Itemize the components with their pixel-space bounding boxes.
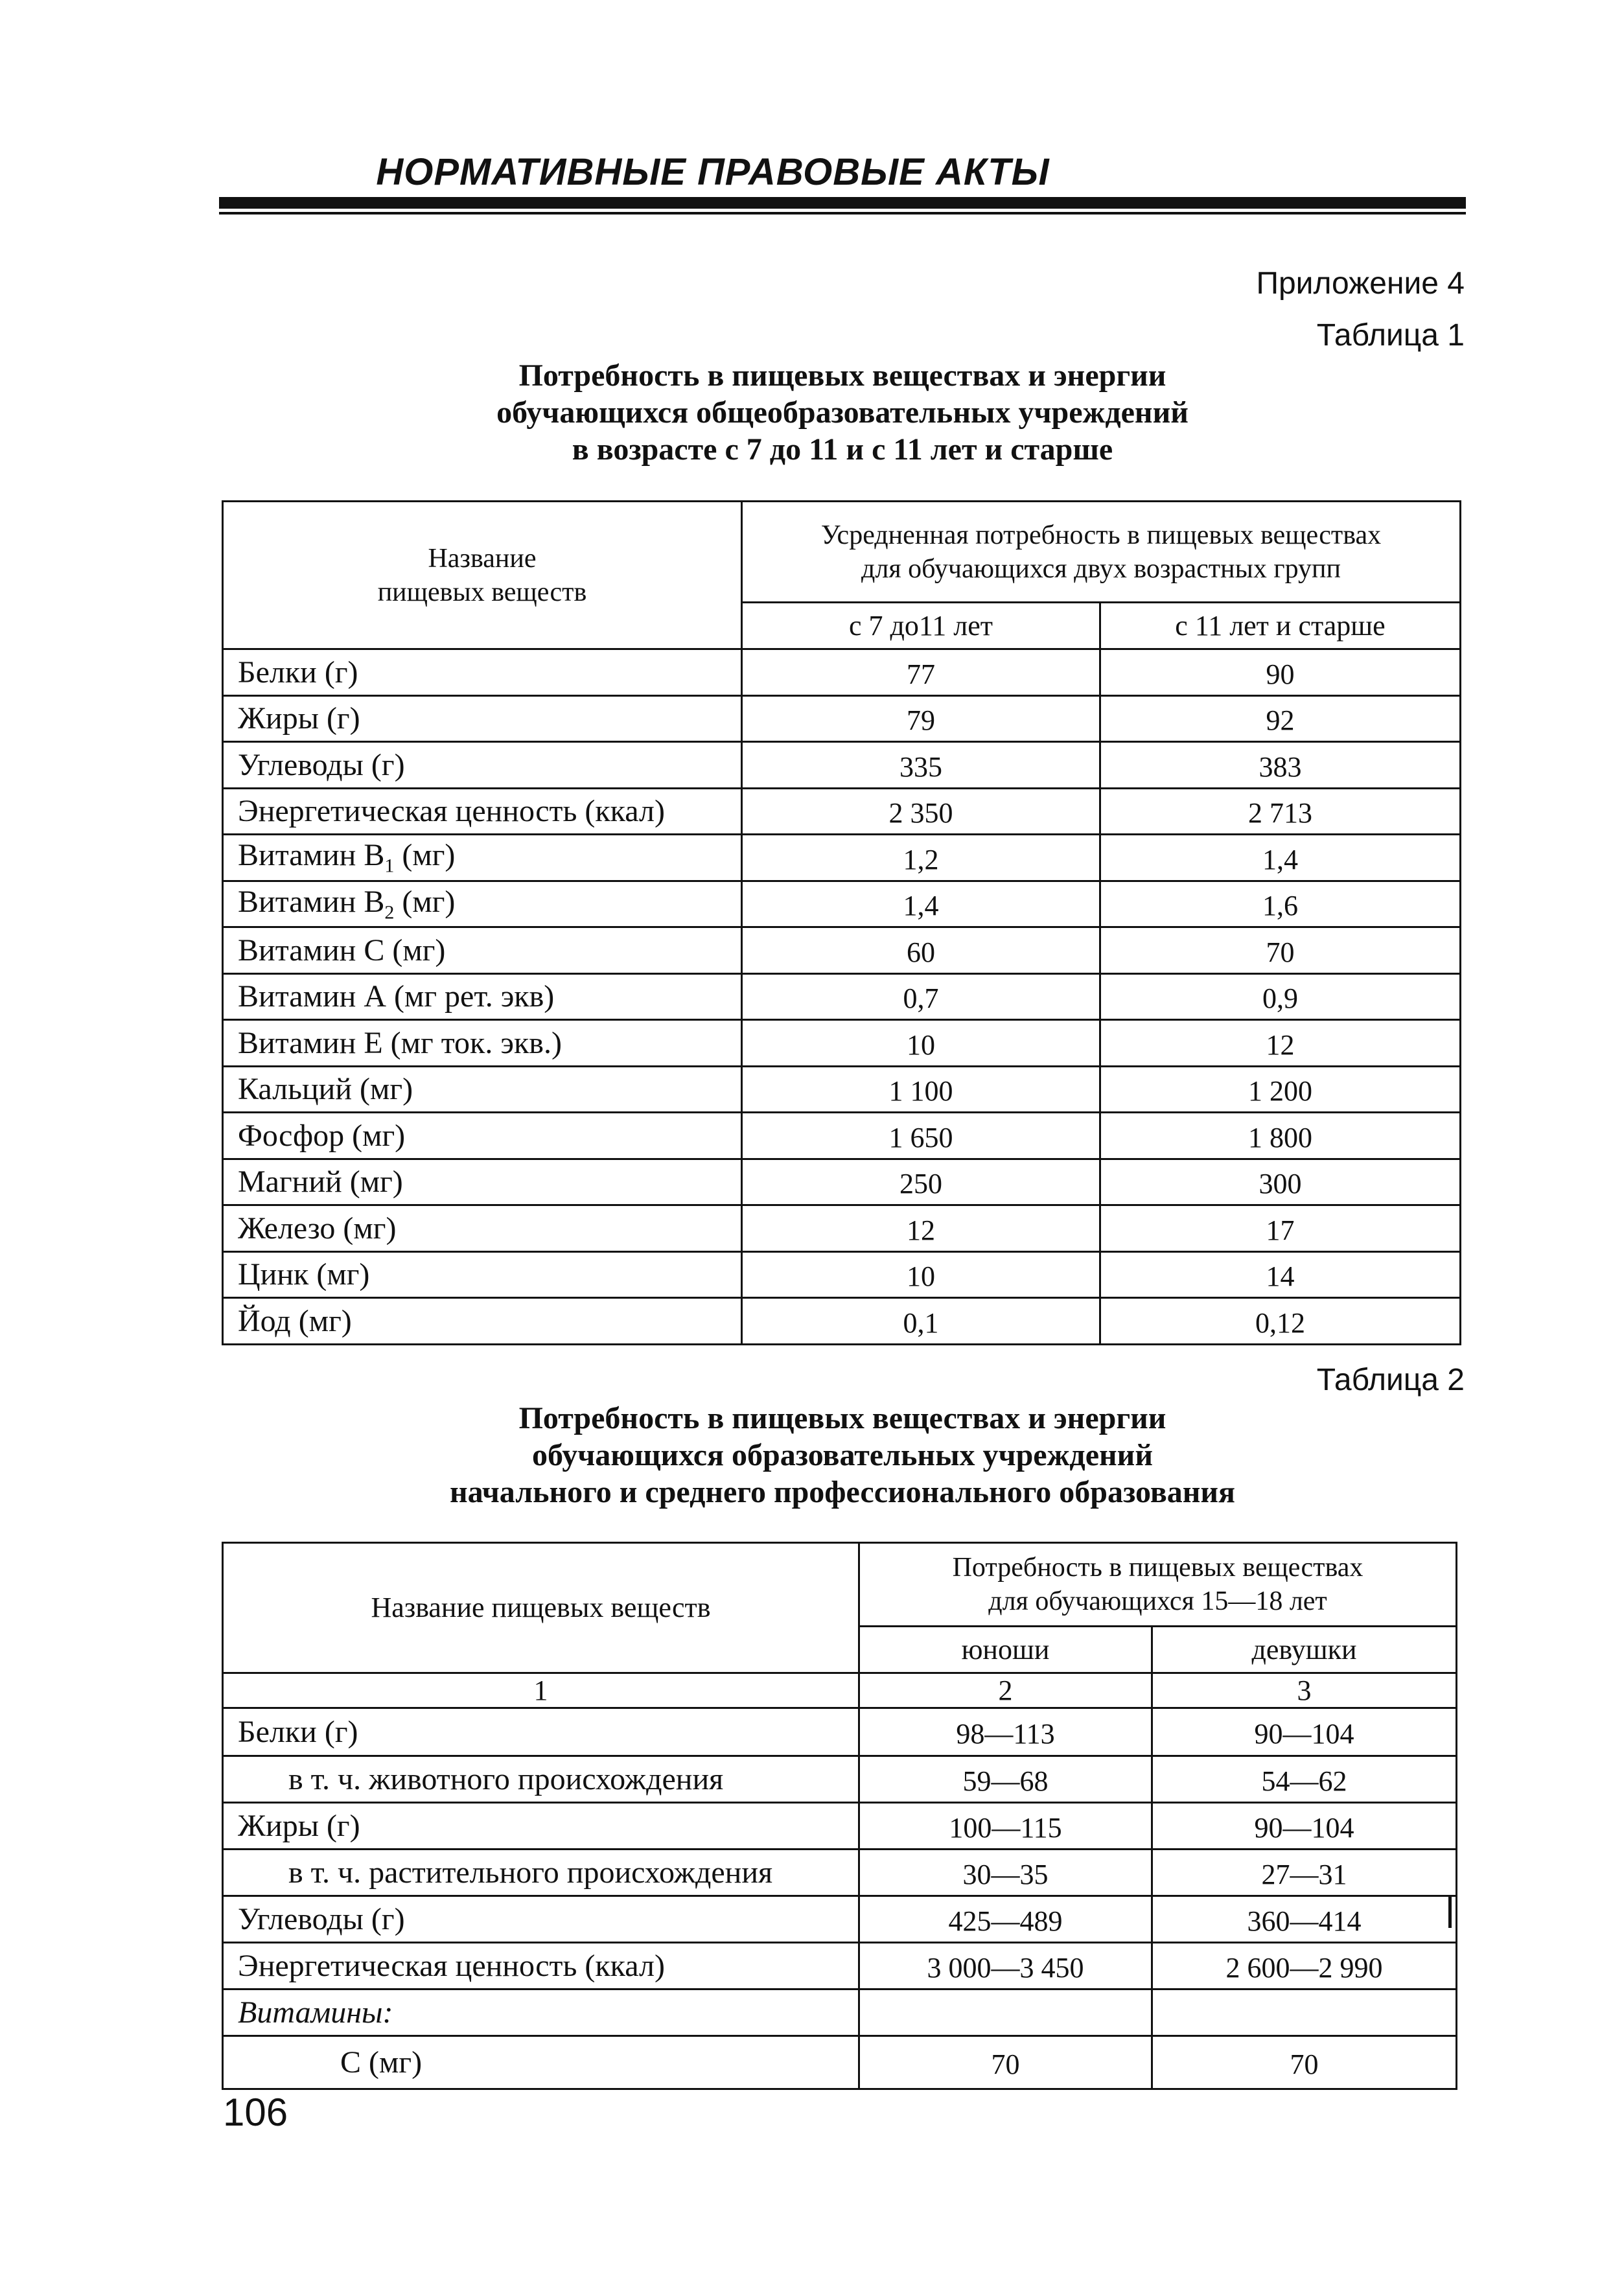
table2-col-number: 2 — [859, 1673, 1152, 1708]
row-value-7-11: 79 — [742, 695, 1100, 742]
row-name-tail: (мг) — [394, 838, 456, 873]
row-value-11-plus: 12 — [1100, 1020, 1461, 1067]
table-row — [223, 788, 1461, 835]
row-value-girls: 360—414 — [1152, 1896, 1457, 1943]
table-row — [223, 1850, 1457, 1896]
table-row — [223, 649, 1461, 696]
table2-col-girls: девушки — [1152, 1627, 1457, 1673]
row-label-cell — [223, 973, 742, 1020]
table-row — [223, 1066, 1461, 1113]
header-rule-thin — [219, 212, 1466, 215]
row-value-11-plus: 70 — [1100, 927, 1461, 974]
table1-label: Таблица 1 — [1316, 318, 1465, 353]
row-label-cell — [223, 1066, 742, 1113]
row-label-cell — [223, 1113, 742, 1159]
table-row — [223, 1943, 1457, 1989]
row-value-11-plus: 1 800 — [1100, 1113, 1461, 1159]
section-header-title: НОРМАТИВНЫЕ ПРАВОВЫЕ АКТЫ — [376, 151, 1050, 193]
row-value-boys: 425—489 — [859, 1896, 1152, 1943]
row-name: Цинк (мг) — [238, 1257, 370, 1292]
row-value-boys: 98—113 — [859, 1708, 1152, 1756]
row-value-11-plus: 2 713 — [1100, 788, 1461, 835]
header-line: пищевых веществ — [377, 577, 587, 607]
header-line: для обучающихся 15—18 лет — [988, 1586, 1327, 1616]
table-row — [223, 1803, 1457, 1850]
row-value-7-11: 10 — [742, 1251, 1100, 1298]
table1-title-line: Потребность в пищевых веществах и энергии — [518, 358, 1166, 393]
row-value-7-11: 0,1 — [742, 1298, 1100, 1345]
table-row — [223, 927, 1461, 974]
row-label-cell — [223, 1159, 742, 1205]
table-row — [223, 1896, 1457, 1943]
row-name: Магний (мг) — [238, 1165, 403, 1200]
table-row — [223, 2036, 1457, 2089]
table-row — [223, 1205, 1461, 1252]
row-value-7-11: 0,7 — [742, 973, 1100, 1020]
row-name: Йод (мг) — [238, 1303, 352, 1338]
row-value-11-plus: 383 — [1100, 742, 1461, 789]
table1-title — [220, 357, 1465, 468]
row-value-7-11: 1,2 — [742, 835, 1100, 881]
row-value-7-11: 1 650 — [742, 1113, 1100, 1159]
row-label-cell: Энергетическая ценность (ккал) — [223, 1943, 859, 1989]
row-value-girls: 90—104 — [1152, 1708, 1457, 1756]
row-value-7-11: 250 — [742, 1159, 1100, 1205]
row-value-girls: 27—31 — [1152, 1850, 1457, 1896]
row-value-7-11: 77 — [742, 649, 1100, 696]
table-row — [223, 973, 1461, 1020]
row-label-cell — [223, 927, 742, 974]
row-label-cell — [223, 649, 742, 696]
row-value-11-plus: 0,9 — [1100, 973, 1461, 1020]
row-label-cell: Белки (г) — [223, 1708, 859, 1756]
row-label-cell — [223, 1298, 742, 1345]
row-name: Энергетическая ценность (ккал) — [238, 794, 665, 829]
row-name-tail: (мг) — [394, 884, 456, 919]
table-row — [223, 1159, 1461, 1205]
header-line: Усредненная потребность в пищевых веществах — [820, 520, 1382, 550]
row-value-boys — [859, 1989, 1152, 2036]
table2-title — [220, 1400, 1465, 1511]
row-value-7-11: 335 — [742, 742, 1100, 789]
row-value-boys: 100—115 — [859, 1803, 1152, 1850]
table1-col-7-11: с 7 до11 лет — [742, 603, 1100, 649]
row-value-11-plus: 17 — [1100, 1205, 1461, 1252]
row-label-cell — [223, 1205, 742, 1252]
table2-header-name: Название пищевых веществ — [223, 1543, 859, 1673]
table-row — [223, 1989, 1457, 2036]
row-value-11-plus: 1,4 — [1100, 835, 1461, 881]
row-name: Витамин С (мг) — [238, 933, 446, 968]
row-name: Белки (г) — [238, 655, 358, 690]
row-value-7-11: 2 350 — [742, 788, 1100, 835]
row-label-cell — [223, 835, 742, 881]
row-label-cell: в т. ч. животного происхождения — [223, 1756, 859, 1803]
row-value-7-11: 1,4 — [742, 881, 1100, 927]
table-row — [223, 695, 1461, 742]
row-name: Жиры (г) — [238, 701, 360, 736]
header-line: для обучающихся двух возрастных групп — [861, 553, 1341, 584]
row-value-11-plus: 0,12 — [1100, 1298, 1461, 1345]
row-name: Железо (мг) — [238, 1211, 397, 1246]
row-value-girls: 90—104 — [1152, 1803, 1457, 1850]
row-label-cell — [223, 1020, 742, 1067]
table2-col-number: 3 — [1152, 1673, 1457, 1708]
table2-label: Таблица 2 — [1316, 1363, 1465, 1397]
header-rule-thick — [219, 197, 1466, 209]
table2-col-boys: юноши — [859, 1627, 1152, 1673]
row-value-11-plus: 300 — [1100, 1159, 1461, 1205]
row-value-11-plus: 92 — [1100, 695, 1461, 742]
row-name: Витамин B — [238, 838, 385, 873]
table2 — [222, 1542, 1457, 2090]
table1-header-group — [742, 502, 1461, 603]
table2-header-group — [859, 1543, 1457, 1627]
table-row — [223, 1251, 1461, 1298]
table2-title-line: начального и среднего профессионального образования — [449, 1475, 1236, 1509]
row-value-boys: 30—35 — [859, 1850, 1152, 1896]
table-row — [223, 881, 1461, 927]
row-value-girls: 70 — [1152, 2036, 1457, 2089]
table1-header-name — [223, 502, 742, 649]
row-label-cell: Углеводы (г) — [223, 1896, 859, 1943]
table-row — [223, 1020, 1461, 1067]
row-label-cell — [223, 742, 742, 789]
table1-title-line: обучающихся общеобразовательных учреждений — [496, 395, 1189, 430]
row-value-7-11: 1 100 — [742, 1066, 1100, 1113]
table2-title-line: Потребность в пищевых веществах и энергии — [518, 1401, 1166, 1435]
row-value-7-11: 60 — [742, 927, 1100, 974]
row-value-11-plus: 90 — [1100, 649, 1461, 696]
table2-title-line: обучающихся образовательных учреждений — [532, 1438, 1153, 1472]
table1-col-11-plus: с 11 лет и старше — [1100, 603, 1461, 649]
row-label-cell: С (мг) — [223, 2036, 859, 2089]
row-value-11-plus: 1,6 — [1100, 881, 1461, 927]
table-row — [223, 742, 1461, 789]
row-value-girls: 54—62 — [1152, 1756, 1457, 1803]
row-value-7-11: 12 — [742, 1205, 1100, 1252]
page-number: 106 — [223, 2091, 288, 2134]
table1 — [222, 500, 1461, 1345]
row-value-boys: 70 — [859, 2036, 1152, 2089]
row-name: Витамин B — [238, 884, 385, 919]
row-value-boys: 59—68 — [859, 1756, 1152, 1803]
row-value-girls — [1152, 1989, 1457, 2036]
table-row — [223, 1113, 1461, 1159]
row-name: Углеводы (г) — [238, 747, 405, 782]
header-line: Потребность в пищевых веществах — [952, 1553, 1363, 1583]
row-name: Витамин А (мг рет. экв) — [238, 979, 555, 1014]
appendix-label: Приложение 4 — [1256, 266, 1465, 301]
row-value-11-plus: 14 — [1100, 1251, 1461, 1298]
table2-col-number: 1 — [223, 1673, 859, 1708]
row-name: Кальций (мг) — [238, 1072, 413, 1107]
table-row — [223, 835, 1461, 881]
margin-mark — [1448, 1896, 1452, 1928]
table-row — [223, 1708, 1457, 1756]
row-name: Витамин Е (мг ток. экв.) — [238, 1025, 562, 1060]
row-name-subscript: 2 — [384, 901, 395, 923]
row-name-subscript: 1 — [384, 855, 395, 877]
table-row — [223, 1756, 1457, 1803]
row-label-cell — [223, 881, 742, 927]
row-label-cell — [223, 1251, 742, 1298]
table1-title-line: в возрасте с 7 до 11 и с 11 лет и старше — [572, 432, 1113, 467]
header-line: Название — [428, 543, 537, 574]
row-value-boys: 3 000—3 450 — [859, 1943, 1152, 1989]
row-label-cell: Витамины: — [223, 1989, 859, 2036]
row-label-cell — [223, 695, 742, 742]
row-value-girls: 2 600—2 990 — [1152, 1943, 1457, 1989]
row-value-7-11: 10 — [742, 1020, 1100, 1067]
row-label-cell — [223, 788, 742, 835]
table-row — [223, 1298, 1461, 1345]
row-value-11-plus: 1 200 — [1100, 1066, 1461, 1113]
row-name: Фосфор (мг) — [238, 1118, 406, 1153]
row-label-cell: в т. ч. растительного происхождения — [223, 1850, 859, 1896]
row-label-cell: Жиры (г) — [223, 1803, 859, 1850]
